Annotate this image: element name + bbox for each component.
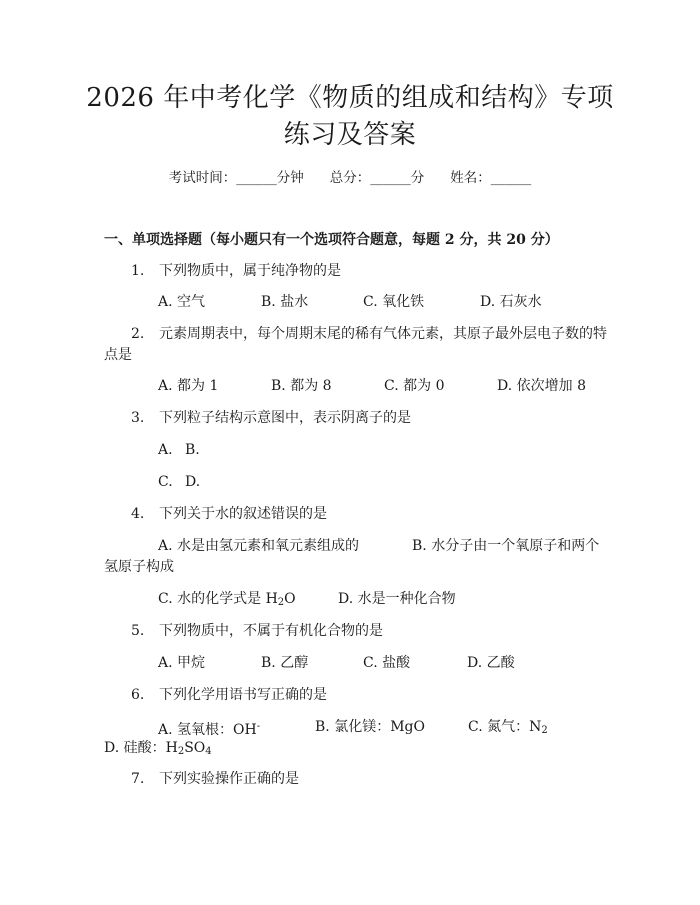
question-number: 4.: [131, 506, 145, 522]
question-number: 2.: [131, 326, 145, 342]
question-3: [131, 408, 411, 428]
question-text: 下列关于水的叙述错误的是: [159, 506, 327, 522]
question-text: 元素周期表中，每个周期末尾的稀有气体元素，其原子最外层电子数的特: [159, 326, 607, 342]
option: A. 水是由氢元素和氧元素组成的: [158, 538, 360, 554]
question-1: [131, 261, 341, 281]
option: A. 空气: [158, 294, 206, 310]
question-text: 下列化学用语书写正确的是: [159, 687, 327, 703]
option: B. 都为 8: [271, 378, 332, 394]
question-text: 下列物质中，不属于有机化合物的是: [159, 623, 383, 639]
option: D. 硅酸：$H_2SO_4$: [104, 740, 212, 757]
option: B. 氯化镁：MgO: [315, 719, 425, 735]
option: A. 都为 1: [158, 378, 219, 394]
option: B. 乙醇: [261, 655, 309, 671]
option-continuation: 氢原子构成: [104, 559, 174, 575]
exam-name-field: 姓名：______: [450, 170, 532, 186]
option: B. 水分子由一个氧原子和两个: [412, 538, 600, 554]
option: C. 氧化铁: [363, 294, 425, 310]
exam-meta: [0, 168, 700, 188]
option: D. 石灰水: [480, 294, 542, 310]
section-heading: 一、单项选择题（每小题只有一个选项符合题意，每题 2 分，共 20 分）: [104, 232, 559, 248]
question-text: 下列实验操作正确的是: [159, 771, 299, 787]
question-4: [131, 504, 327, 524]
option: A. 氢氧根：OH-: [158, 721, 261, 738]
option: C. 氮气：$N_2$: [468, 719, 548, 736]
document-title-line1: 2026 年中考化学《物质的组成和结构》专项: [86, 83, 614, 113]
question-number: 1.: [131, 263, 145, 279]
option: D.: [185, 474, 201, 490]
option: C. 水的化学式是 $H_2O$: [158, 591, 296, 608]
option: B. 盐水: [261, 294, 309, 310]
option: D. 乙酸: [467, 655, 515, 671]
option: C. 盐酸: [363, 655, 411, 671]
option: D. 依次增加 8: [497, 378, 586, 394]
question-6: [131, 685, 327, 705]
question-2: [131, 324, 607, 344]
question-5: [131, 621, 383, 641]
question-7: [131, 769, 299, 789]
option: C. 都为 0: [384, 378, 445, 394]
question-number: 5.: [131, 623, 145, 639]
option: B.: [185, 442, 200, 458]
option: A. 甲烷: [158, 655, 206, 671]
question-number: 3.: [131, 410, 145, 426]
question-number: 6.: [131, 687, 145, 703]
document-title-line2: 练习及答案: [283, 120, 417, 150]
question-text-continuation: 点是: [104, 347, 132, 363]
option: C.: [158, 474, 173, 490]
option: D. 水是一种化合物: [338, 591, 456, 607]
exam-time: 考试时间：______分钟: [168, 170, 304, 186]
question-text: 下列物质中，属于纯净物的是: [159, 263, 341, 279]
question-text: 下列粒子结构示意图中，表示阴离子的是: [159, 410, 411, 426]
exam-total-score: 总分：______分: [329, 170, 425, 186]
option: A.: [158, 442, 173, 458]
question-number: 7.: [131, 771, 145, 787]
